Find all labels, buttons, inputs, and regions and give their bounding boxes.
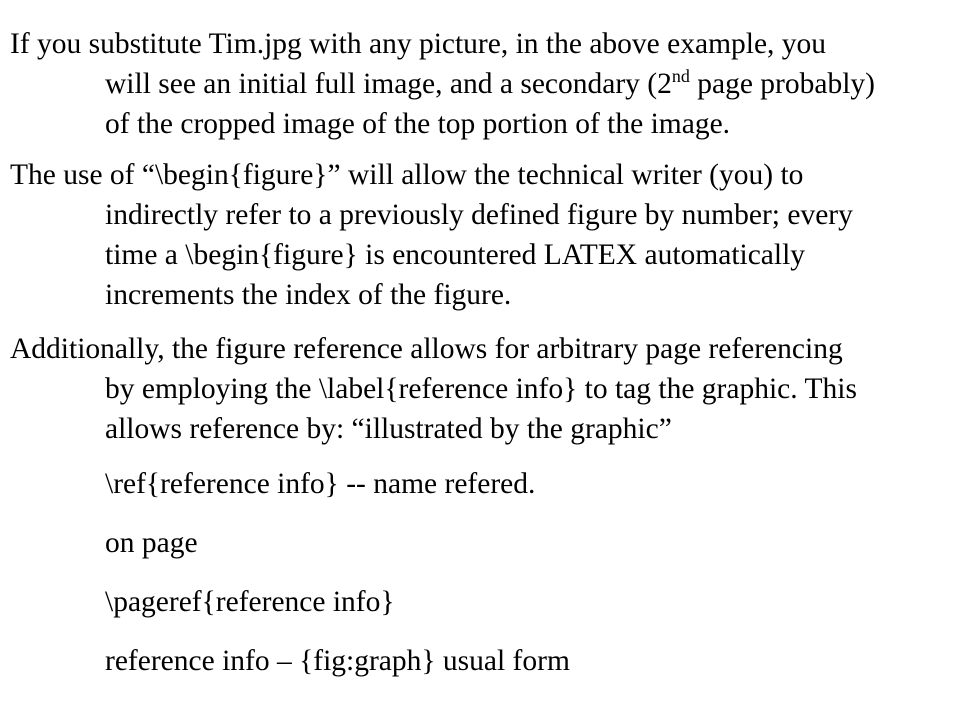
text-line: indirectly refer to a previously defined figure by number; every xyxy=(105,199,853,231)
reference-info-line: reference info – {fig:graph} usual form xyxy=(105,645,570,677)
on-page-line: on page xyxy=(105,527,198,559)
text-line: Additionally, the figure reference allows for arbitrary page referencing xyxy=(10,333,843,365)
text-line: time a \begin{figure} is encountered LATEX automatically xyxy=(105,239,806,271)
text-line: by employing the \label{reference info} to tag the graphic. This xyxy=(105,373,857,405)
text-line: of the cropped image of the top portion of the image. xyxy=(105,108,731,140)
text-fragment: page probably) xyxy=(689,68,875,100)
text-line: allows reference by: “illustrated by the graphic” xyxy=(105,413,672,445)
paragraph-additionally xyxy=(10,329,950,449)
pageref-line: \pageref{reference info} xyxy=(105,586,395,618)
text-line xyxy=(10,64,950,104)
text-fragment: will see an initial full image, and a secondary (2 xyxy=(105,68,672,100)
text-line: The use of “\begin{figure}” will allow the technical writer (you) to xyxy=(10,159,804,191)
text-line: If you substitute Tim.jpg with any picture, in the above example, you xyxy=(10,28,827,60)
paragraph-substitute xyxy=(10,24,950,144)
superscript: nd xyxy=(671,66,690,86)
text-line: increments the index of the figure. xyxy=(105,279,512,311)
ref-line: \ref{reference info} -- name refered. xyxy=(105,468,536,500)
paragraph-begin-figure xyxy=(10,155,950,315)
